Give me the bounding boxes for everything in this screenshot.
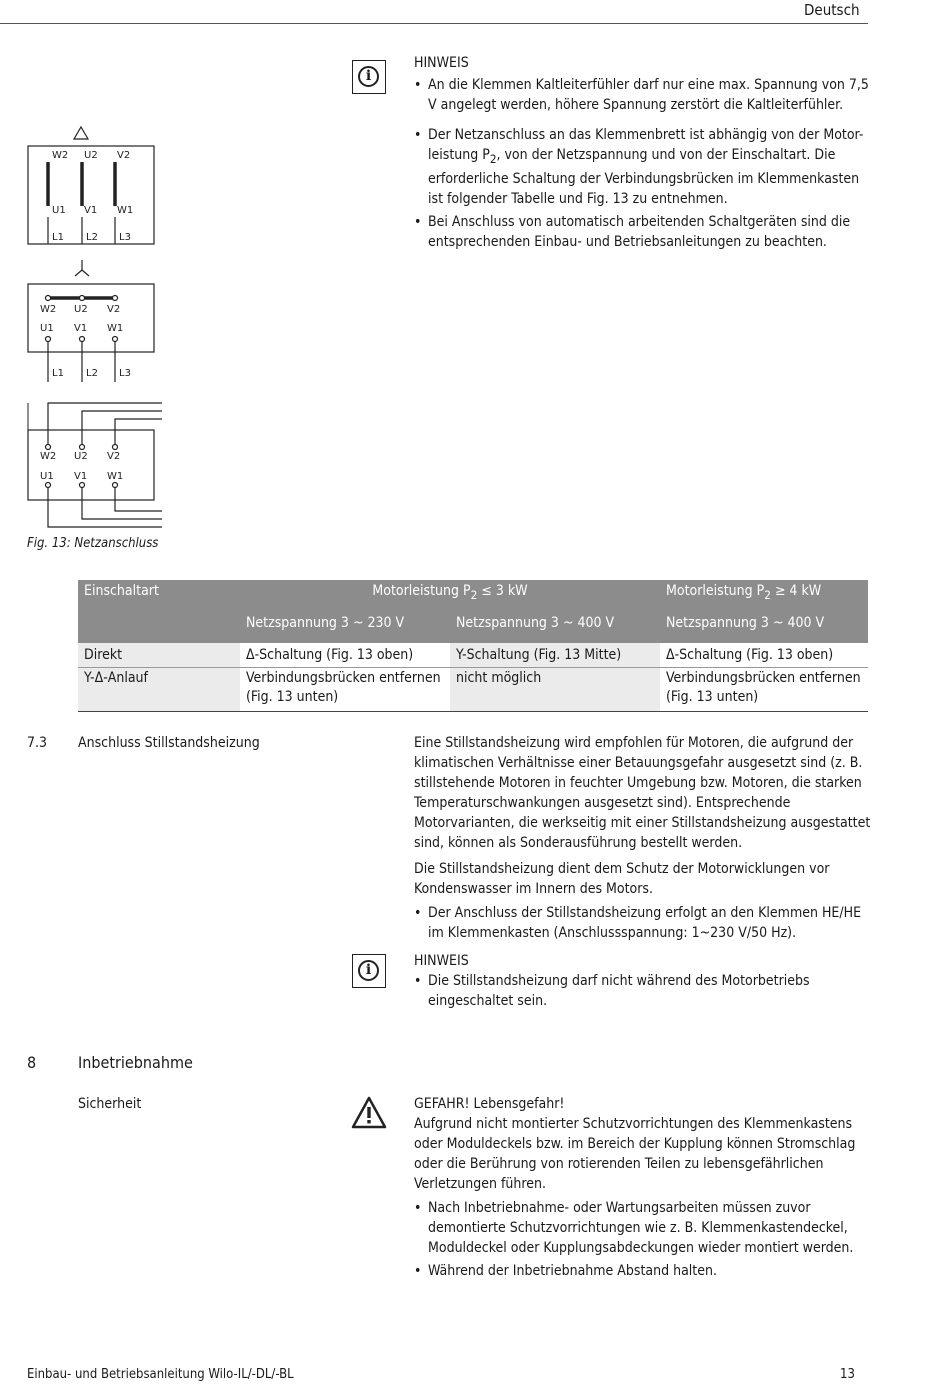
terminal-label: U2 [74,451,88,462]
page-number: 13 [840,1367,855,1382]
section73-bullet: • Der Anschluss der Stillstandsheizung erfolgt an den Klemmen HE/HE im Klemmenkasten (Anschlussspannung: 1~230 V/50 Hz). [414,903,872,943]
terminal-label: V2 [107,451,121,462]
warning-icon [351,1096,387,1130]
terminal-label: W2 [52,150,69,161]
cell: Δ-Schaltung (Fig. 13 oben) [660,643,868,667]
note2-bullet: • Die Stillstandsheizung darf nicht während des Motorbetriebs eingeschaltet sein. [414,971,872,1011]
fig13-diagrams [20,120,180,540]
note1-bullet: • Bei Anschluss von automatisch arbeitenden Schaltgeräten sind die entsprechenden Einbau- und Betriebsanleitungen zu beachten. [414,212,870,252]
section73-body [414,733,872,946]
terminal-label: U1 [52,205,66,216]
note2 [414,951,872,1014]
note1-bullet: • An die Klemmen Kaltleiterfühler darf nur eine max. Spannung von 7,5 V angelegt werden, höhere Spannung zerstört die Kaltleiterfühler. [414,75,870,115]
cell-mode: Y-Δ-Anlauf [78,667,240,711]
col-header-empty [78,610,240,643]
cell: Y-Schaltung (Fig. 13 Mitte) [450,643,660,667]
cell: Δ-Schaltung (Fig. 13 oben) [240,643,450,667]
info-icon: i [352,954,386,988]
note1-title: HINWEIS [414,55,469,71]
danger-text: Aufgrund nicht montierter Schutzvorrichtungen des Klemmenkastens oder Moduldeckels bzw. im Bereich der Kupplung können Stromschlag oder die Berührung von rotierenden Teilen zu lebensgefährlichen Verletzungen führen. [414,1116,856,1192]
col-header-group1: Motorleistung $P_2 \le 3$ kW [240,580,660,610]
cell: Verbindungsbrücken entfernen (Fig. 13 unten) [240,667,450,711]
terminal-label: V1 [84,205,98,216]
note1-bullet-text-b: , von der Netzspannung und von der Einschaltart. Die erforderliche Schaltung der Verbindungsbrücken im Klemmenkasten ist folgender Tabelle und Fig. 13 zu entnehmen. [428,147,860,207]
col-header-mode: Einschaltart [78,580,240,610]
section73-title: Anschluss Stillstandsheizung [78,735,260,751]
terminal-label: W1 [107,323,124,334]
col-subheader: Netzspannung 3 ~ 230 V [240,610,450,643]
note2-title: HINWEIS [414,953,469,969]
table-row [78,643,868,667]
line-label: L2 [86,368,98,379]
footer-title: Einbau- und Betriebsanleitung Wilo-IL/-DL/-BL [27,1367,294,1382]
terminal-label: V2 [117,150,131,161]
terminal-label: U1 [40,471,54,482]
terminal-label: V1 [74,323,88,334]
col-subheader: Netzspannung 3 ~ 400 V [660,610,868,643]
terminal-label: W1 [117,205,134,216]
terminal-label: W1 [107,471,124,482]
section73-para1: Eine Stillstandsheizung wird empfohlen für Motoren, die aufgrund der klimatischen Verhältnisse einer Betauungsgefahr ausgesetzt sind (z. B. stillstehende Motoren in feuchter Umgebung bzw. Motoren, die starken Temperaturschwankungen ausgesetzt sind). Entsprechende Motorvarianten, die werkseitig mit einer Stillstandsheizung ausgestattet sind, können als Sonderausführung bestellt werden. [414,735,871,851]
terminal-label: U1 [40,323,54,334]
header-language: Deutsch [804,1,860,19]
note1-sub: 2 [489,151,497,166]
line-label: L3 [119,232,131,243]
terminal-label: V1 [74,471,88,482]
danger-block [414,1094,870,1284]
note1-bullet-text-a: Der Netzanschluss an das Klemmenbrett ist abhängig von der Motor-leistung P [428,127,864,163]
fig13-caption: Fig. 13: Netzanschluss [27,536,159,551]
delta-symbol-icon [74,127,88,139]
section8-number: 8 [27,1053,37,1072]
cell: nicht möglich [450,667,660,711]
cell: Verbindungsbrücken entfernen (Fig. 13 unten) [660,667,868,711]
line-label: L1 [52,368,64,379]
terminal-label: U2 [84,150,98,161]
section8-bullet: • Während der Inbetriebnahme Abstand halten. [414,1261,870,1281]
terminal-label: V2 [107,304,121,315]
line-label: L3 [119,368,131,379]
connection-table [78,580,868,712]
line-label: L2 [86,232,98,243]
terminal-label: W2 [40,304,57,315]
section73-number: 7.3 [27,735,48,751]
danger-title: GEFAHR! Lebensgefahr! [414,1096,565,1112]
terminal-label: U2 [74,304,88,315]
line-label: L1 [52,232,64,243]
table-row [78,667,868,711]
col-subheader: Netzspannung 3 ~ 400 V [450,610,660,643]
terminal-board-ystart [28,430,154,500]
info-icon: i [352,60,386,94]
header-rule [0,23,868,24]
cell-mode: Direkt [78,643,240,667]
note1-bullet [414,125,870,209]
section8-sub: Sicherheit [78,1096,142,1112]
section8-bullet: • Nach Inbetriebnahme- oder Wartungsarbeiten müssen zuvor demontierte Schutzvorrichtungen wie z. B. Klemmenkastendeckel, Moduldeckel oder Kupplungsabdeckungen wieder montiert werden. [414,1198,870,1258]
section8-title: Inbetriebnahme [78,1053,193,1072]
section73-para2: Die Stillstandsheizung dient dem Schutz der Motorwicklungen vor Kondenswasser im Innern des Motors. [414,861,830,897]
note1 [414,53,870,255]
terminal-label: W2 [40,451,57,462]
col-header-group2: Motorleistung $P_2 \ge 4$ kW [660,580,868,610]
